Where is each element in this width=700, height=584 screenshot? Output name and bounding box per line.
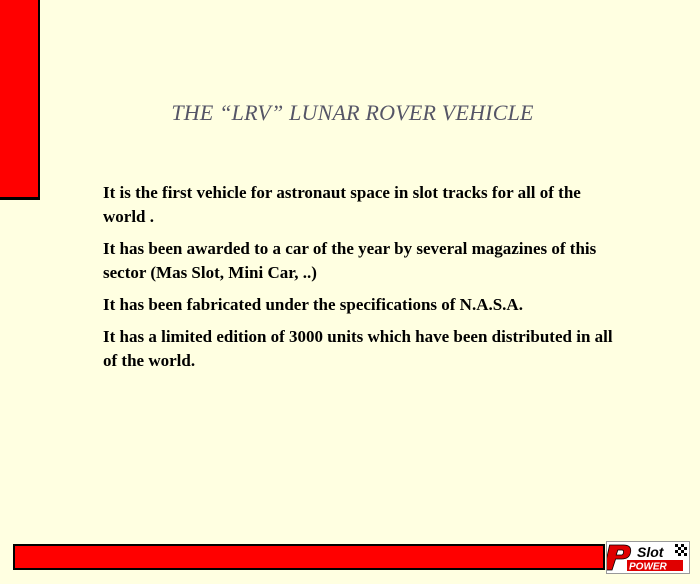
bullet-item: It has been fabricated under the specifications of N.A.S.A.: [103, 295, 523, 314]
svg-text:Slot: Slot: [637, 544, 664, 560]
svg-text:POWER: POWER: [629, 561, 667, 573]
power-slot-logo: [606, 541, 690, 574]
bullet-item: It has a limited edition of 3000 units which have been distributed in all of the world.: [103, 327, 613, 370]
bottom-accent-bar: [13, 544, 605, 570]
bullet-item: It has been awarded to a car of the year by several magazines of this sector (Mas Slot, Mini Car, ..): [103, 239, 597, 282]
bullet-list: [103, 181, 613, 381]
slide-title: THE “LRV” LUNAR ROVER VEHICLE: [171, 100, 534, 125]
bullet-item: It is the first vehicle for astronaut space in slot tracks for all of the world .: [103, 183, 581, 226]
checkered-flag-icon: [675, 544, 687, 558]
logo-graphic: [607, 542, 689, 573]
